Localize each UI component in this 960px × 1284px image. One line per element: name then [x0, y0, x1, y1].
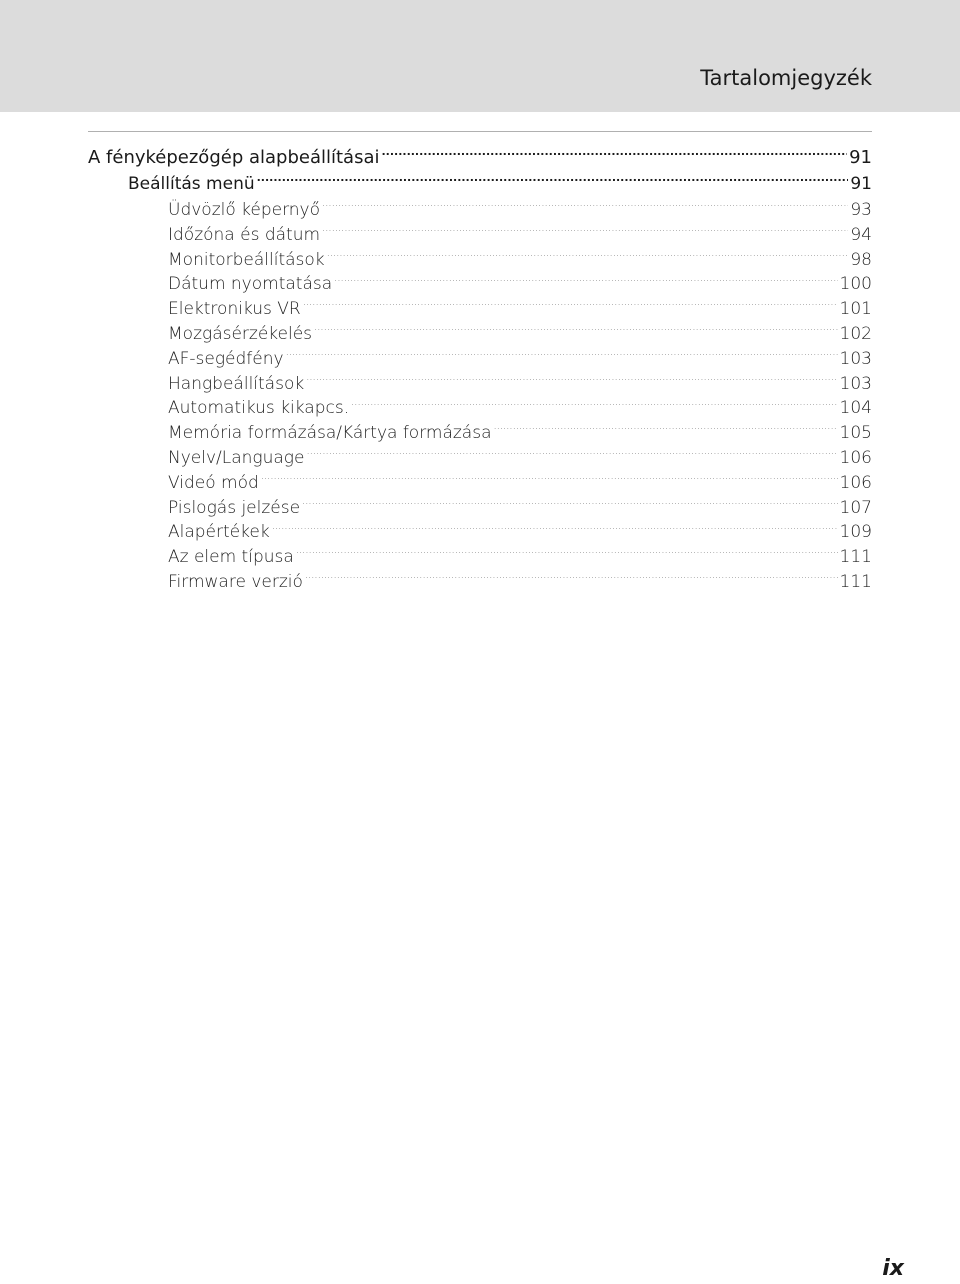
toc-leader-dots	[314, 322, 838, 339]
toc-entry[interactable]	[88, 198, 872, 223]
toc-entry[interactable]	[88, 421, 872, 446]
toc-entry-label: Hangbeállítások	[168, 373, 305, 394]
toc-entry-label: Videó mód	[168, 472, 259, 493]
toc-entry[interactable]	[88, 446, 872, 471]
header-divider	[88, 131, 872, 132]
toc-entry-page: 101	[839, 299, 872, 320]
toc-entry-page: 91	[850, 174, 872, 194]
toc-entry-label: Pislogás jelzése	[168, 497, 301, 518]
toc-leader-dots	[296, 545, 838, 562]
toc-leader-dots	[334, 272, 837, 289]
toc-entry-page: 111	[839, 571, 872, 592]
toc-entry-page: 111	[839, 547, 872, 568]
toc-entry[interactable]	[88, 171, 872, 198]
toc-entry-label: Nyelv/Language	[168, 447, 305, 468]
toc-entry[interactable]	[88, 248, 872, 273]
toc-entry[interactable]	[88, 297, 872, 322]
toc-entry[interactable]	[88, 520, 872, 545]
toc-entry-label: Monitorbeállítások	[168, 249, 325, 270]
page-number: ix	[882, 1256, 904, 1281]
toc-leader-dots	[322, 198, 848, 215]
toc-leader-dots	[306, 372, 837, 389]
toc-entry-label: Üdvözlő képernyő	[168, 200, 321, 220]
toc-leader-dots	[322, 223, 848, 240]
toc-entry-label: Memória formázása/Kártya formázása	[168, 423, 492, 444]
toc-leader-dots	[382, 145, 848, 163]
toc-leader-dots	[272, 520, 838, 537]
toc-entry[interactable]	[88, 272, 872, 297]
toc-leader-dots	[305, 570, 838, 587]
toc-entry-label: A fényképezőgép alapbeállításai	[88, 147, 380, 168]
toc-entry-page: 103	[839, 348, 872, 369]
toc-entry-label: Beállítás menü	[128, 174, 255, 194]
toc-entry[interactable]	[88, 396, 872, 421]
toc-entry-page: 107	[839, 497, 872, 518]
toc-entry-label: Mozgásérzékelés	[168, 323, 313, 344]
toc-entry-page: 91	[849, 147, 872, 168]
toc-entry[interactable]	[88, 223, 872, 248]
toc-entry-label: Dátum nyomtatása	[168, 274, 333, 295]
toc-entry-page: 104	[839, 398, 872, 419]
toc-entry-page: 106	[839, 472, 872, 493]
toc-entry-page: 105	[839, 423, 872, 444]
toc-entry[interactable]	[88, 570, 872, 595]
header-band	[0, 0, 960, 112]
toc-entry-page: 98	[850, 249, 872, 270]
toc-entry[interactable]	[88, 545, 872, 570]
toc-entry[interactable]	[88, 144, 872, 171]
toc-entry-label: AF-segédfény	[168, 348, 284, 369]
toc-leader-dots	[327, 248, 849, 265]
toc-entry-page: 106	[839, 447, 872, 468]
toc-entry[interactable]	[88, 322, 872, 347]
toc-entry-label: Időzóna és dátum	[168, 224, 321, 245]
toc-entry-label: Elektronikus VR	[168, 299, 301, 320]
toc-leader-dots	[257, 172, 849, 189]
toc-leader-dots	[303, 297, 838, 314]
table-of-contents	[88, 144, 872, 595]
toc-entry-page: 109	[839, 522, 872, 543]
toc-entry-page: 93	[850, 200, 872, 220]
toc-entry-label: Alapértékek	[168, 522, 270, 543]
toc-entry-page: 102	[839, 323, 872, 344]
toc-leader-dots	[261, 471, 838, 488]
toc-entry-page: 103	[839, 373, 872, 394]
toc-leader-dots	[286, 347, 838, 364]
toc-leader-dots	[494, 421, 838, 438]
toc-entry-label: Az elem típusa	[168, 547, 294, 568]
toc-leader-dots	[302, 496, 837, 513]
toc-entry-page: 94	[850, 224, 872, 245]
toc-entry-label: Automatikus kikapcs.	[168, 398, 350, 419]
toc-entry[interactable]	[88, 347, 872, 372]
toc-entry-page: 100	[839, 274, 872, 295]
page-title: Tartalomjegyzék	[700, 66, 872, 90]
toc-entry[interactable]	[88, 496, 872, 521]
toc-entry[interactable]	[88, 372, 872, 397]
toc-leader-dots	[351, 396, 837, 413]
toc-entry[interactable]	[88, 471, 872, 496]
toc-leader-dots	[306, 446, 837, 463]
toc-entry-label: Firmware verzió	[168, 571, 303, 592]
